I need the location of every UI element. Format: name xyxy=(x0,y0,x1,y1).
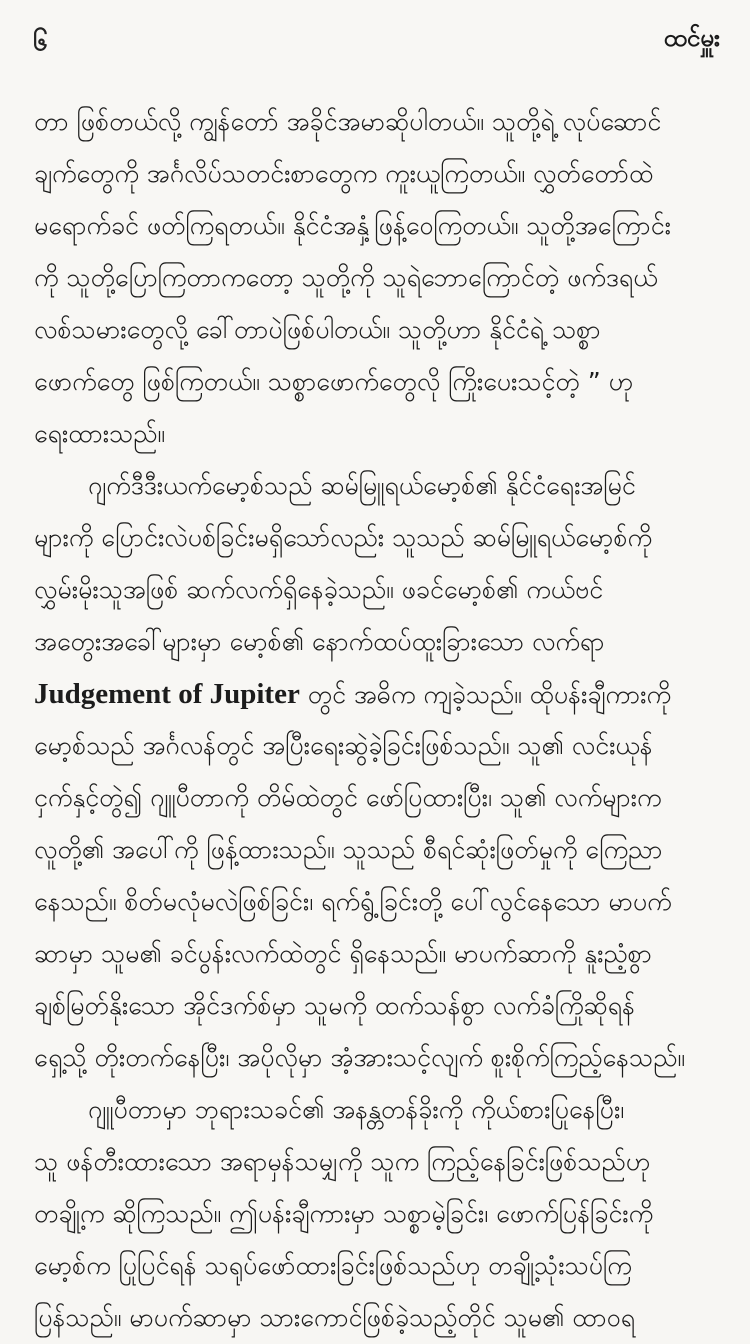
text-line: မော့စ်သည် အင်္ဂလန်တွင် အပြီးရေးဆွဲခဲ့ခြင်းဖြစ်သည်။ သူ၏ လင်းယုန် xyxy=(34,731,653,760)
text-line: အတွေးအခေါ်များမှာ မော့စ်၏ နောက်ထပ်ထူးခြားသော လက်ရာ xyxy=(34,627,605,656)
text-line: ရှေ့သို့ တိုးတက်နေပြီး၊ အပိုလိုမှာ အံ့အားသင့်လျက် စူးစိုက်ကြည့်နေသည်။ xyxy=(34,1043,685,1072)
text-line: သူ ဖန်တီးထားသော အရာမှန်သမျှကို သူက ကြည့်နေခြင်းဖြစ်သည်ဟု xyxy=(34,1147,651,1176)
text-line: ငှက်နှင့်တွဲ၍ ဂျူပီတာကို တိမ်ထဲတွင် ဖော်ပြထားပြီး၊ သူ၏ လက်များက xyxy=(34,783,662,812)
paragraph xyxy=(34,460,724,1084)
body-text xyxy=(34,96,724,1344)
running-header: ထင်မှူး xyxy=(663,24,720,52)
text-line: များကို ပြောင်းလဲပစ်ခြင်းမရှိသော်လည်း သူသည် ဆမ်မြူရယ်မော့စ်ကို xyxy=(34,523,652,552)
text-line: ဖောက်တွေ ဖြစ်ကြတယ်။ သစ္စာဖောက်တွေလို ကြိုးပေးသင့်တဲ့ ” ဟု xyxy=(34,367,634,396)
text-line: လွှမ်းမိုးသူအဖြစ် ဆက်လက်ရှိနေခဲ့သည်။ ဖခင်မော့စ်၏ ကယ်ဗင် xyxy=(34,575,604,604)
text-line: Judgement of Jupiter တွင် အဓိက ကျခဲ့သည်။ ထိုပန်းချီကားကို xyxy=(34,678,671,710)
paragraph xyxy=(34,1084,724,1344)
text-line: ချစ်မြတ်နိုးသော အိုင်ဒက်စ်မှာ သူမကို ထက်သန်စွာ လက်ခံကြိုဆိုရန် xyxy=(34,991,636,1020)
text-line: လူတို့၏ အပေါ်ကို ဖြန့်ထားသည်။ သူသည် စီရင်ဆုံးဖြတ်မှုကို ကြေညာ xyxy=(34,835,663,864)
text-line: မော့စ်က ပြုပြင်ရန် သရုပ်ဖော်ထားခြင်းဖြစ်သည်ဟု တချို့သုံးသပ်ကြ xyxy=(34,1251,632,1280)
text-line: ပြန်သည်။ မာပက်ဆာမှာ သားကောင်ဖြစ်ခဲ့သည့်တိုင် သူမ၏ ထာဝရ xyxy=(34,1303,636,1332)
text-line: ကို သူတို့ပြောကြတာကတော့ သူတို့ကို သူရဲဘောကြောင်တဲ့ ဖက်ဒရယ် xyxy=(34,263,658,292)
text-line: လစ်သမားတွေလို့ ခေါ်တာပဲဖြစ်ပါတယ်။ သူတို့ဟာ နိုင်ငံရဲ့ သစ္စာ xyxy=(34,315,601,344)
text-line: ရေးထားသည်။ xyxy=(34,419,165,448)
latin-title: Judgement of Jupiter xyxy=(34,678,300,710)
text-line: မရောက်ခင် ဖတ်ကြရတယ်။ နိုင်ငံအနှံ့ဖြန့်ဝေကြတယ်။ သူတို့အကြောင်း xyxy=(34,211,671,240)
text-line: ဂျူပီတာမှာ ဘုရားသခင်၏ အနန္တတန်ခိုးကို ကိုယ်စားပြုနေပြီး၊ xyxy=(88,1095,625,1124)
text-line: ဆာမှာ သူမ၏ ခင်ပွန်းလက်ထဲတွင် ရှိနေသည်။ မာပက်ဆာကို နူးညံ့စွာ xyxy=(34,939,652,968)
text-line: တာ ဖြစ်တယ်လို့ ကျွန်တော် အခိုင်အမာဆိုပါတယ်။ သူတို့ရဲ့ လုပ်ဆောင် xyxy=(34,107,662,136)
text-line: နေသည်။ စိတ်မလုံမလဲဖြစ်ခြင်း၊ ရက်ရွံ့ခြင်းတို့ ပေါ်လွင်နေသော မာပက် xyxy=(34,887,672,916)
page-number: ၆ xyxy=(33,27,48,57)
paragraph xyxy=(34,96,724,460)
text-line: ဂျက်ဒီဒီးယက်မော့စ်သည် ဆမ်မြူရယ်မော့စ်၏ နိုင်ငံရေးအမြင် xyxy=(88,471,636,500)
text-line: တချို့က ဆိုကြသည်။ ဤပန်းချီကားမှာ သစ္စာမဲ့ခြင်း၊ ဖောက်ပြန်ခြင်းကို xyxy=(34,1199,654,1228)
text-line: ချက်တွေကို အင်္ဂလိပ်သတင်းစာတွေက ကူးယူကြတယ်။ လွှတ်တော်ထဲ xyxy=(34,159,654,188)
